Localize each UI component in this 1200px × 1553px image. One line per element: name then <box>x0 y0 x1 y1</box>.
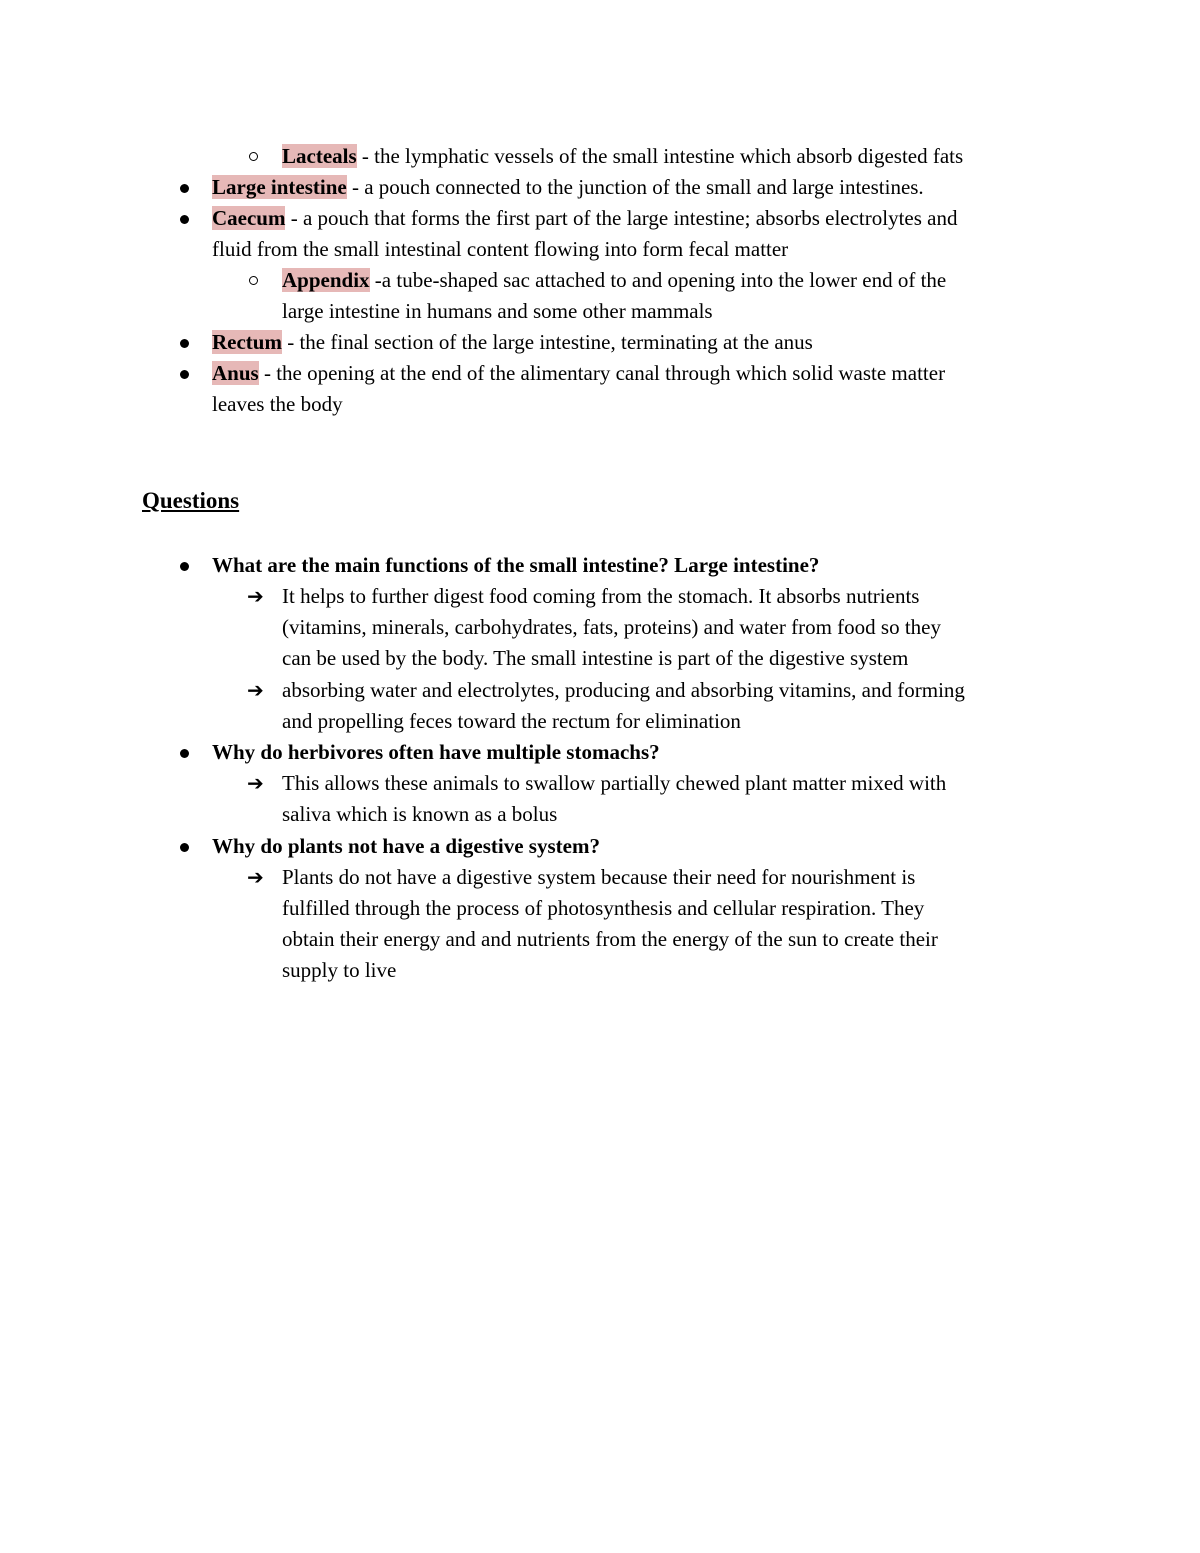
answer-1a-line3: can be used by the body. The small intestine is part of the digestive system <box>282 646 909 670</box>
answer-3-line4: supply to live <box>282 958 397 982</box>
term-lacteals: Lacteals <box>282 144 357 168</box>
answer-3-line2: fulfilled through the process of photosynthesis and cellular respiration. They <box>282 896 925 920</box>
bullet-icon <box>180 749 189 758</box>
hollow-bullet-icon <box>249 152 258 161</box>
definition-caecum-line1: - a pouch that forms the first part of the large intestine; absorbs electrolytes and <box>285 206 958 230</box>
definition-rectum: - the final section of the large intestine, terminating at the anus <box>281 330 813 354</box>
answer-3-line1: Plants do not have a digestive system because their need for nourishment is <box>282 865 916 889</box>
list-item-appendix <box>282 265 946 296</box>
right-arrow-icon: ➔ <box>247 771 264 795</box>
term-anus: Anus <box>212 361 259 385</box>
answer-2-line2: saliva which is known as a bolus <box>282 802 558 826</box>
list-item-anus <box>212 358 945 389</box>
question-3: Why do plants not have a digestive system? <box>212 834 600 858</box>
term-rectum: Rectum <box>212 330 282 354</box>
list-item-lacteals <box>282 141 963 172</box>
answer-1a-line2: (vitamins, minerals, carbohydrates, fats, proteins) and water from food so they <box>282 615 941 639</box>
bullet-icon <box>180 370 189 379</box>
question-2: Why do herbivores often have multiple stomachs? <box>212 740 660 764</box>
definition-appendix-line1: -a tube-shaped sac attached to and opening into the lower end of the <box>369 268 947 292</box>
bullet-icon <box>180 184 189 193</box>
list-item-large-intestine <box>212 172 924 203</box>
answer-3-line3: obtain their energy and and nutrients from the energy of the sun to create their <box>282 927 938 951</box>
questions-heading: Questions <box>142 488 240 513</box>
answer-2-line1: This allows these animals to swallow partially chewed plant matter mixed with <box>282 771 947 795</box>
term-appendix: Appendix <box>282 268 370 292</box>
bullet-icon <box>180 339 189 348</box>
bullet-icon <box>180 562 189 571</box>
answer-1b-line2: and propelling feces toward the rectum for elimination <box>282 709 741 733</box>
question-1: What are the main functions of the small intestine? Large intestine? <box>212 553 820 577</box>
definition-lacteals: - the lymphatic vessels of the small intestine which absorb digested fats <box>356 144 964 168</box>
definition-anus-line2: leaves the body <box>212 392 343 416</box>
definition-anus-line1: - the opening at the end of the alimentary canal through which solid waste matter <box>258 361 946 385</box>
list-item-rectum <box>212 327 813 358</box>
hollow-bullet-icon <box>249 276 258 285</box>
definition-large-intestine: - a pouch connected to the junction of the small and large intestines. <box>346 175 924 199</box>
right-arrow-icon: ➔ <box>247 678 264 702</box>
answer-1a-line1: It helps to further digest food coming from the stomach. It absorbs nutrients <box>282 584 920 608</box>
right-arrow-icon: ➔ <box>247 584 264 608</box>
term-large-intestine: Large intestine <box>212 175 347 199</box>
right-arrow-icon: ➔ <box>247 865 264 889</box>
definition-appendix-line2: large intestine in humans and some other mammals <box>282 299 713 323</box>
bullet-icon <box>180 843 189 852</box>
bullet-icon <box>180 215 189 224</box>
term-caecum: Caecum <box>212 206 286 230</box>
definition-caecum-line2: fluid from the small intestinal content flowing into form fecal matter <box>212 237 789 261</box>
answer-1b-line1: absorbing water and electrolytes, producing and absorbing vitamins, and forming <box>282 678 965 702</box>
list-item-caecum <box>212 203 957 234</box>
